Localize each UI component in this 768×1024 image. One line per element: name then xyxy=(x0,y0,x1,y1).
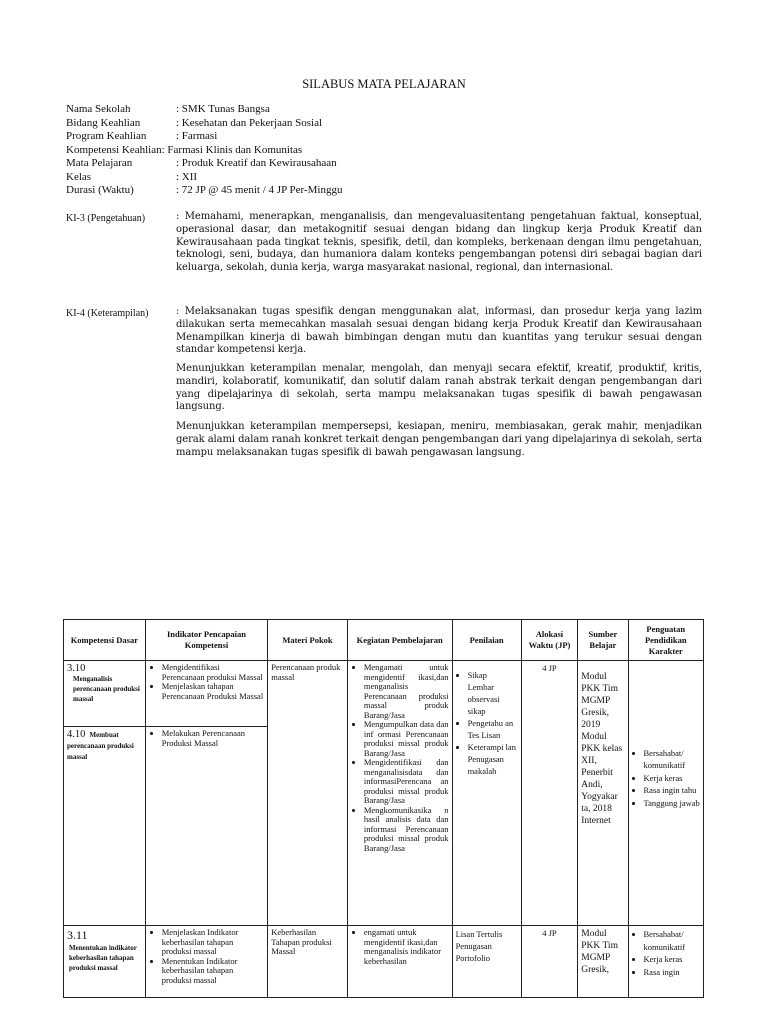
meta-row xyxy=(66,117,342,131)
list-item xyxy=(468,741,518,777)
meta-key: Mata Pelajaran xyxy=(66,157,133,169)
meta-value: : Farmasi Klinis dan Komunitas xyxy=(161,143,303,156)
meta-key: Bidang Keahlian xyxy=(66,116,141,129)
table-header-row xyxy=(64,620,704,661)
meta-key: Nama Sekolah xyxy=(66,103,131,115)
karakter-cell xyxy=(628,661,703,926)
kd-cell xyxy=(64,661,146,727)
meta-value: : Farmasi xyxy=(176,130,218,142)
alokasi-cell: 4 JP xyxy=(521,661,578,926)
meta-key: Durasi (Waktu) xyxy=(66,184,134,196)
identity-block xyxy=(66,103,342,198)
column-header: Sumber Belajar xyxy=(578,620,628,661)
list-item: • Menentukan Indikator keberhasilan tahapan produksi massal xyxy=(162,957,265,986)
meta-row xyxy=(66,184,342,198)
list-item: • Mengidentifikasi dan menganalisisdata dan informasiPerencana an produksi missal produk Barang/Jasa xyxy=(364,758,449,806)
indicator-cell xyxy=(145,926,268,998)
meta-key: Program Keahlian xyxy=(66,130,147,142)
kd-text: Menentukan indikator keberhasilan tahapan produksi massal xyxy=(69,944,137,972)
meta-row xyxy=(66,103,342,117)
ki4-paragraph-1: : Melaksanakan tugas spesifik dengan menggunakan alat, informasi, dan prosedur kerja yang lazim dilakukan serta memecahkan masalah sesuai dengan bidang kerja Produk Kreatif dan Kewirausahaan Menampilkan kinerja di bawah bimbingan dengan mutu dan kuantitas yang terukur sesuai dengan standar kompetensi kerja. xyxy=(176,306,702,356)
column-header: Materi Pokok xyxy=(268,620,348,661)
kd-text: Menganalisis perencanaan produksi massal xyxy=(73,675,140,703)
meta-row xyxy=(66,157,342,171)
ki4-label: KI-4 (Keterampilan) xyxy=(66,308,149,319)
column-header: Penguatan Pendidikan Karakter xyxy=(628,620,703,661)
meta-value: : Kesehatan dan Pekerjaan Sosial xyxy=(176,116,323,129)
table-row xyxy=(64,661,704,727)
meta-row xyxy=(66,130,342,144)
list-item: • Bersahabat/ komunikatif xyxy=(644,747,700,772)
meta-key: Kompetensi Keahlian xyxy=(66,143,162,156)
list-item: • engamati untuk mengidentif ikasi,dan menganalisis indikator keberhasilan xyxy=(364,928,449,966)
meta-value: : Produk Kreatif dan Kewirausahaan xyxy=(176,157,337,169)
column-header: Indikator Pencapaian Kompetensi xyxy=(145,620,268,661)
list-item xyxy=(468,669,518,717)
meta-value: : 72 JP @ 45 menit / 4 JP Per-Minggu xyxy=(176,184,343,196)
kd-text: Membuat perencanaan produksi massal xyxy=(67,731,134,761)
indicator-cell xyxy=(145,727,268,926)
table-row xyxy=(64,926,704,998)
assessment-type: Sikap xyxy=(467,670,487,680)
meta-value: : SMK Tunas Bangsa xyxy=(176,103,270,115)
materi-cell: Perencanaan produk massal xyxy=(268,661,348,926)
list-item: • Kerja keras xyxy=(644,772,700,785)
meta-row xyxy=(66,144,342,158)
list-item xyxy=(468,717,518,741)
list-item: • Bersahabat/ komunikatif xyxy=(644,928,700,953)
silabus-table xyxy=(63,619,704,998)
assessment-method: Lembar observasi sikap xyxy=(467,682,500,716)
column-header: Kompetensi Dasar xyxy=(64,620,146,661)
assessment-type: Pengetahu an xyxy=(467,718,514,728)
list-item: • Mengamati untuk mengidentif ikasi,dan menganalisis Perencanaan produksi massal produk Barang/Jasa xyxy=(364,663,449,720)
assessment-method: Penugasan makalah xyxy=(467,754,504,776)
list-item: • Menjelaskan tahapan Perencanaan Produksi Massal xyxy=(162,682,265,701)
list-item: • Mengkomunikasika n hasil analisis data dan informasi Perencanaan produksi missal produk Barang/Jasa xyxy=(364,806,449,854)
kd-code: 3.10 xyxy=(67,663,86,674)
kd-cell xyxy=(64,727,146,926)
penilaian-cell xyxy=(452,661,521,926)
list-item: • Tanggung jawab xyxy=(644,797,700,810)
list-item: • Mengumpulkan data dan inf ormasi Perencanaan produksi missal produk Barang/Jasa xyxy=(364,720,449,758)
karakter-cell xyxy=(628,926,703,998)
materi-cell: Keberhasilan Tahapan produksi Massal xyxy=(268,926,348,998)
ki4-paragraph-2: Menunjukkan keterampilan menalar, mengolah, dan menyaji secara efektif, kreatif, produktif, kritis, mandiri, kolaboratif, komunikatif, dan solutif dalam ranah abstrak terkait dengan pengembangan dari yang dipelajarinya di sekolah, serta mampu melaksanakan tugas spesifik di bawah pengawasan langsung. xyxy=(176,363,702,413)
penilaian-cell: Lisan Tertulis Penugasan Portofolio xyxy=(452,926,521,998)
assessment-type: Keterampi lan xyxy=(467,742,516,752)
meta-row xyxy=(66,171,342,185)
ki3-text: : Memahami, menerapkan, menganalisis, dan mengevaluasitentang pengetahuan faktual, konseptual, operasional dasar, dan metakognitif sesuai dengan bidang dan lingkup kerja Produk Kreatif dan Kewirausahaan pada tingkat teknis, spesifik, detil, dan kompleks, berkenaan dengan ilmu pengetahuan, teknologi, seni, budaya, dan humaniora dalam konteks pengembangan potensi diri sebagai bagian dari keluarga, sekolah, dunia kerja, warga masyarakat nasional, regional, dan internasional. xyxy=(176,211,702,274)
list-item: • Kerja keras xyxy=(644,953,700,966)
alokasi-cell: 4 JP xyxy=(521,926,578,998)
ki4-paragraph-3: Menunjukkan keterampilan mempersepsi, kesiapan, meniru, membiasakan, gerak mahir, menjadikan gerak alami dalam ranah konkret terkait dengan pengembangan dari yang dipelajarinya di sekolah, serta mampu melaksanakan tugas spesifik di bawah pengawasan langsung. xyxy=(176,421,703,458)
ki3-label: KI-3 (Pengetahuan) xyxy=(66,213,146,224)
sumber-cell: Modul PKK Tim MGMP Gresik, 2019 Modul PKK kelas XII, Penerbit Andi, Yogyakar ta, 2018 Internet xyxy=(578,661,628,926)
list-item: • Mengidentifikasi Perencanaan produksi Massal xyxy=(162,663,265,682)
list-item: • Menjelaskan Indikator keberhasilan tahapan produksi massal xyxy=(162,928,265,957)
column-header: Alokasi Waktu (JP) xyxy=(521,620,578,661)
sumber-cell: Modul PKK Tim MGMP Gresik, xyxy=(578,926,628,998)
meta-key: Kelas xyxy=(66,170,92,183)
kd-cell xyxy=(64,926,146,998)
column-header: Penilaian xyxy=(452,620,521,661)
list-item: • Rasa ingin xyxy=(644,966,700,979)
document-title: SILABUS MATA PELAJARAN xyxy=(302,77,466,91)
kd-code: 3.11 xyxy=(67,928,88,942)
kegiatan-cell xyxy=(347,926,452,998)
kegiatan-cell xyxy=(347,661,452,926)
assessment-method: Tes Lisan xyxy=(467,730,501,740)
kd-code: 4.10 xyxy=(67,729,86,740)
list-item: • Rasa ingin tahu xyxy=(644,784,700,797)
meta-value: : XII xyxy=(176,170,198,183)
list-item: • Melakukan Perencanaan Produksi Massal xyxy=(162,729,265,748)
column-header: Kegiatan Pembelajaran xyxy=(347,620,452,661)
indicator-cell xyxy=(145,661,268,727)
